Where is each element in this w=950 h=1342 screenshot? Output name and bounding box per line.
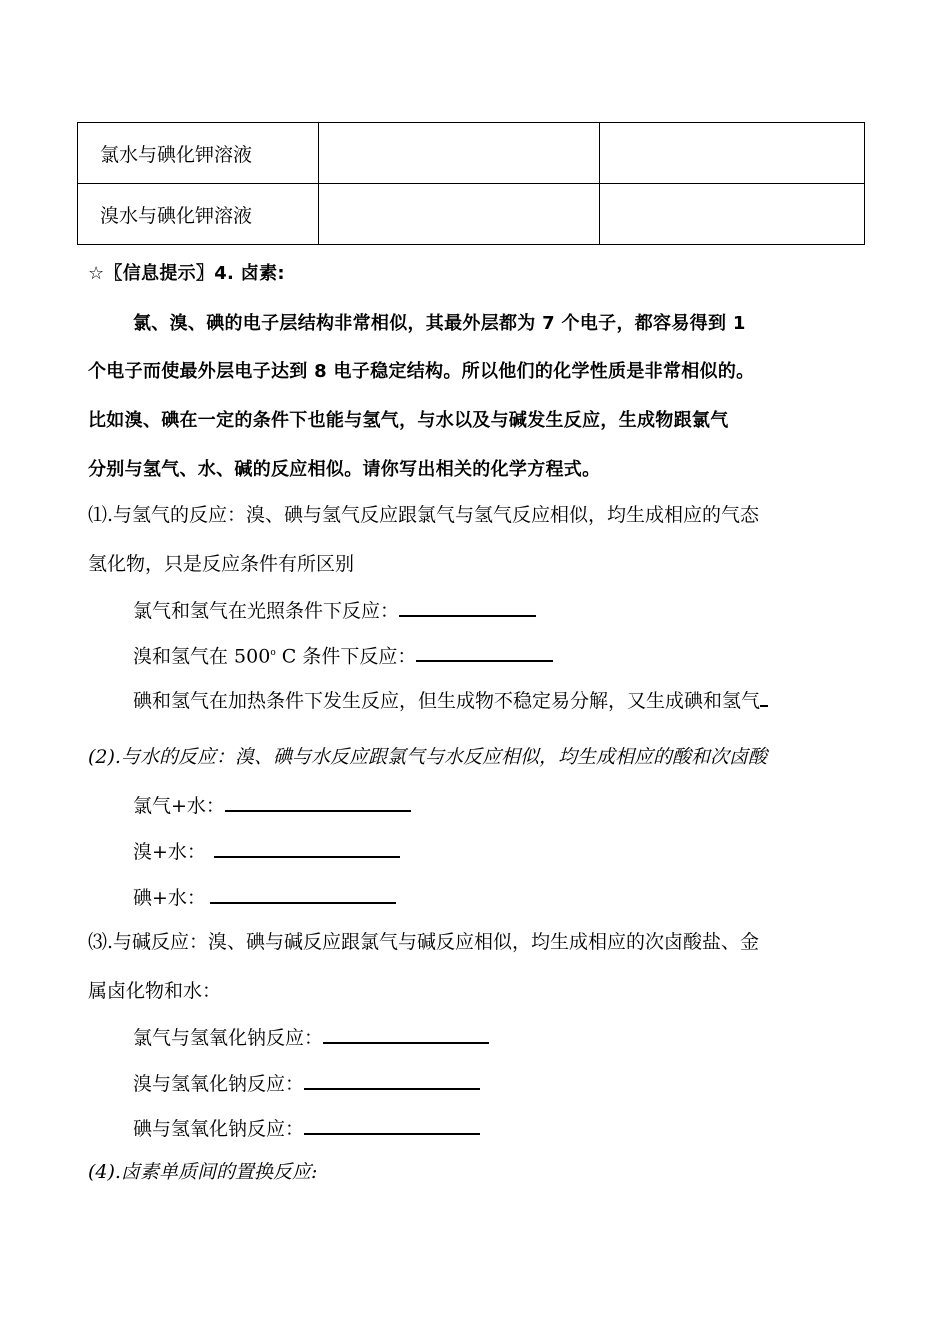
answer-blank[interactable]: [399, 597, 536, 617]
answer-blank[interactable]: [416, 642, 553, 662]
question-1c: [133, 687, 768, 713]
question-label: 氯气与氢氧化钠反应：: [133, 1027, 324, 1049]
table-cell: [600, 123, 865, 184]
info-paragraph-line: 分别与氢气、水、碱的反应相似。请你写出相关的化学方程式。: [88, 459, 601, 480]
question-2b: [133, 838, 400, 864]
question-label: 碘+水：: [133, 887, 206, 909]
answer-blank[interactable]: [210, 884, 396, 904]
question-label: 氯气和氢气在光照条件下反应：: [133, 600, 400, 622]
answer-blank[interactable]: [323, 1024, 489, 1044]
question-label: 溴+水：: [133, 841, 206, 863]
question-label: 溴与氢氧化钠反应：: [133, 1073, 305, 1095]
section-3-title-cont: 属卤化物和水：: [88, 980, 222, 1002]
answer-blank[interactable]: [225, 792, 411, 812]
answer-blank[interactable]: [304, 1115, 480, 1135]
info-paragraph-line: 比如溴、碘在一定的条件下也能与氢气，与水以及与碱发生反应，生成物跟氯气: [88, 410, 729, 431]
answer-blank[interactable]: [304, 1070, 480, 1090]
question-1b: [133, 641, 553, 668]
section-3-title: ⑶.与碱反应：溴、碘与碱反应跟氯气与碱反应相似，均生成相应的次卤酸盐、金: [88, 931, 760, 953]
question-label: C 条件下反应：: [275, 645, 417, 668]
info-paragraph-line: 氯、溴、碘的电子层结构非常相似，其最外层都为 7 个电子，都容易得到 1: [133, 313, 746, 334]
question-label: 碘和氢气在加热条件下发生反应，但生成物不稳定易分解，又生成碘和氢气: [133, 690, 761, 712]
reaction-table: [77, 122, 865, 245]
answer-blank[interactable]: [760, 687, 768, 707]
question-label: 氯气+水：: [133, 795, 225, 817]
table-cell-label: 溴水与碘化钾溶液: [78, 184, 319, 245]
table-cell: [600, 184, 865, 245]
table-row: [78, 184, 865, 245]
table-cell: [319, 184, 600, 245]
info-heading: ☆〖信息提示〗4. 卤素:: [88, 263, 285, 284]
answer-blank[interactable]: [214, 838, 400, 858]
info-paragraph-line: 个电子而使最外层电子达到 8 电子稳定结构。所以他们的化学性质是非常相似的。: [88, 361, 755, 382]
question-2a: [133, 792, 411, 818]
question-2c: [133, 884, 396, 910]
table-cell-label: 氯水与碘化钾溶液: [78, 123, 319, 184]
question-3b: [133, 1070, 480, 1096]
section-1-title-cont: 氢化物，只是反应条件有所区别: [88, 553, 355, 575]
section-4-title: (4).卤素单质间的置换反应:: [88, 1161, 318, 1183]
question-label: 碘与氢氧化钠反应：: [133, 1118, 305, 1140]
question-3c: [133, 1115, 480, 1141]
section-2-title: (2).与水的反应：溴、碘与水反应跟氯气与水反应相似，均生成相应的酸和次卤酸: [88, 746, 767, 768]
question-label: 溴和氢气在 500: [133, 645, 271, 668]
section-1-title: ⑴.与氢气的反应：溴、碘与氢气反应跟氯气与氢气反应相似，均生成相应的气态: [88, 504, 760, 526]
question-3a: [133, 1024, 489, 1050]
table-cell: [319, 123, 600, 184]
degree-mark: o: [270, 648, 276, 658]
question-1a: [133, 597, 536, 623]
table-row: [78, 123, 865, 184]
